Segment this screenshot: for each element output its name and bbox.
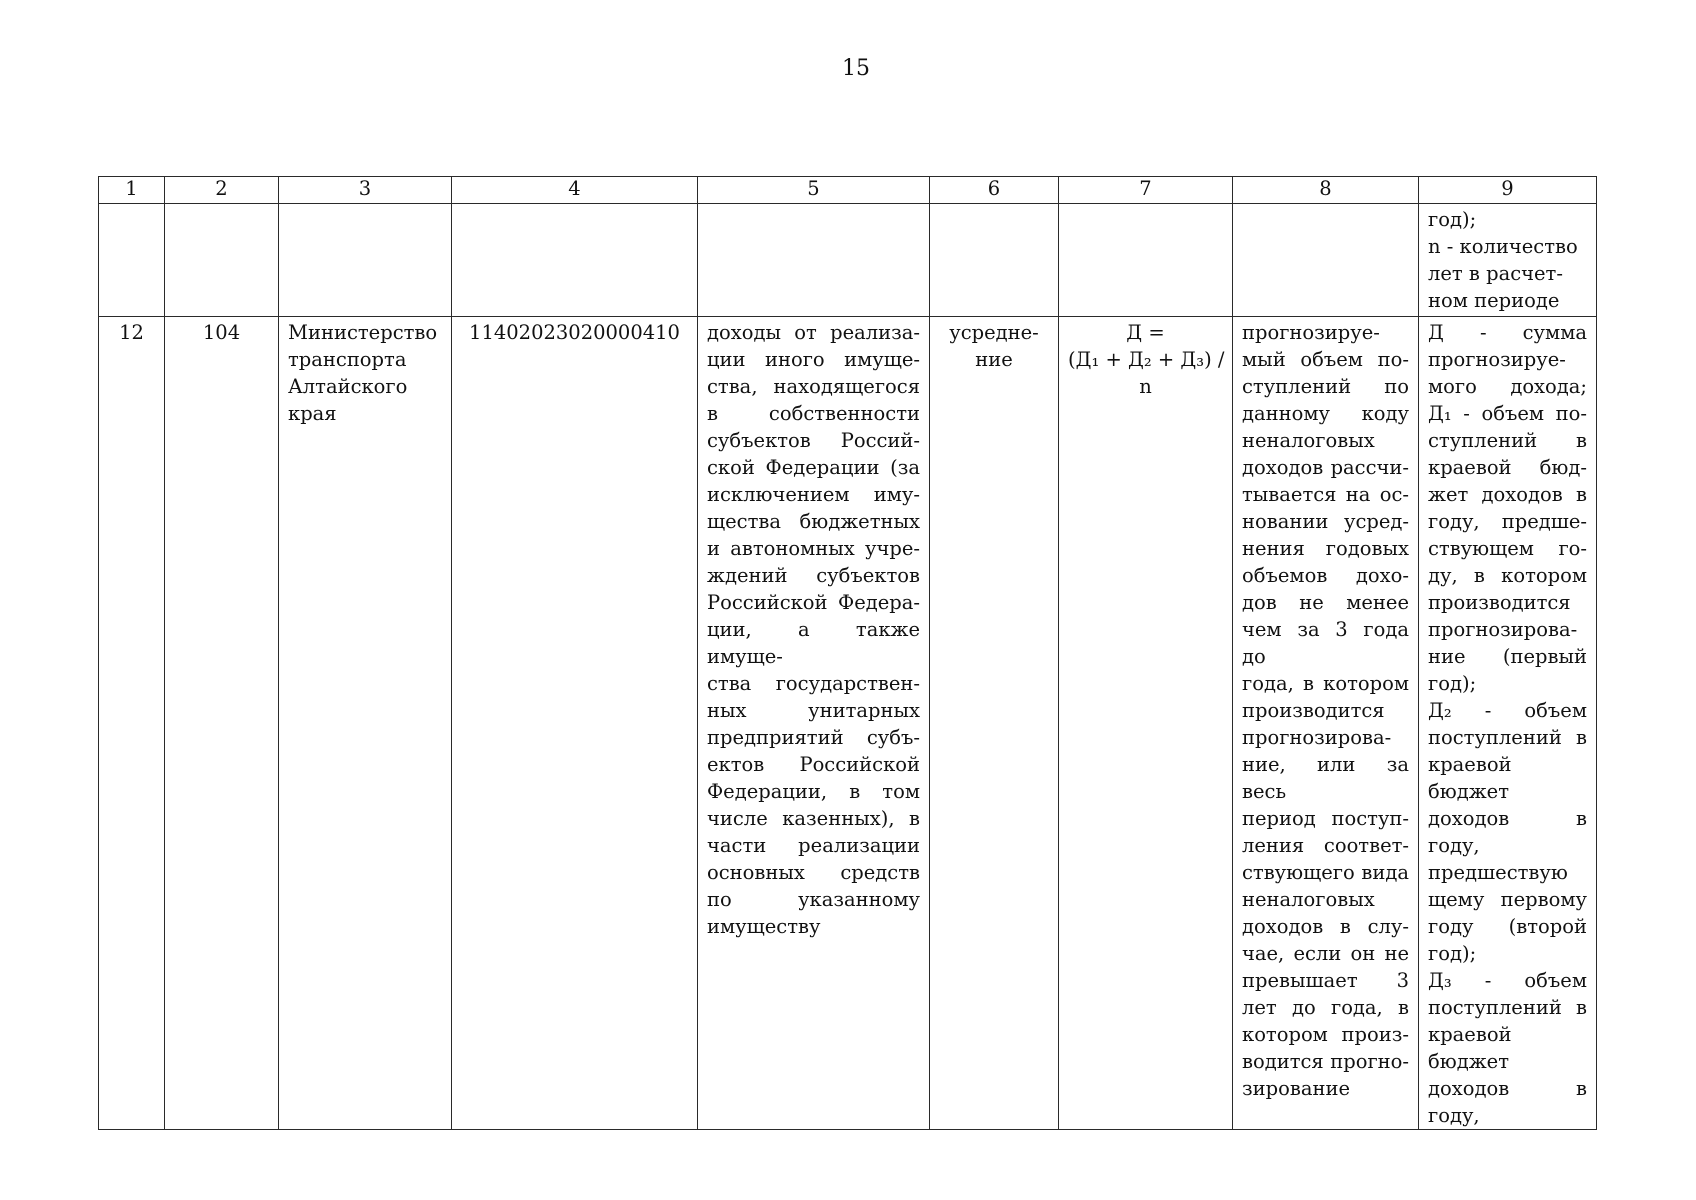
header-cell: 5 — [698, 177, 930, 204]
cell-text-line: ции, а также имуще- — [707, 618, 920, 668]
cell-text-line: ства, находящегося — [707, 375, 920, 398]
cell-text-line: субъектов Россий- — [707, 429, 920, 452]
description-cell — [1419, 317, 1597, 1130]
cell-text-line: тывается на ос- — [1242, 483, 1409, 506]
admin-code-cell: 104 — [165, 317, 279, 1130]
empty-cell — [930, 204, 1059, 317]
cell-text-line: ствующем го- — [1428, 537, 1587, 560]
cell-text-line: Д₁ - объем по- — [1428, 402, 1587, 425]
cell-text-line: бюджет — [1428, 780, 1509, 803]
formula-cell — [1059, 317, 1233, 1130]
empty-cell — [279, 204, 452, 317]
cell-text-line: жет доходов в — [1428, 483, 1587, 506]
cell-text-line: Российской Федера- — [707, 591, 920, 614]
cell-text-line: доходов в слу- — [1242, 915, 1409, 938]
continuation-row — [99, 204, 1597, 317]
empty-cell — [99, 204, 165, 317]
empty-cell — [165, 204, 279, 317]
cell-text-line: году, предше- — [1428, 510, 1587, 533]
cell-text-line: ступлений по — [1242, 375, 1409, 398]
cell-text-line: основных средств — [707, 861, 920, 884]
empty-cell — [1233, 204, 1419, 317]
cell-text-line: предшествую — [1428, 861, 1568, 884]
cell-text-line: исключением иму- — [707, 483, 920, 506]
cell-text-line: ных унитарных — [707, 699, 920, 722]
empty-cell — [452, 204, 698, 317]
kbk-code-cell: 11402023020000410 — [452, 317, 698, 1130]
cell-text-line: ствующего вида — [1242, 861, 1409, 884]
cell-text-line: края — [288, 402, 337, 425]
row-number-cell: 12 — [99, 317, 165, 1130]
algorithm-cell — [1233, 317, 1419, 1130]
cell-text-line: ние — [975, 348, 1013, 371]
header-cell: 1 — [99, 177, 165, 204]
cell-text-line: ние, или за весь — [1242, 753, 1409, 803]
cell-text-line: прогнозирова- — [1242, 726, 1392, 749]
cell-text-line: доходов в — [1428, 807, 1587, 830]
cell-text-line: году, — [1428, 1104, 1480, 1127]
empty-cell — [1059, 204, 1233, 317]
cell-text-line: объемов дохо- — [1242, 564, 1409, 587]
cell-text-line: лет до года, в — [1242, 996, 1409, 1019]
cell-text-line: нения годовых — [1242, 537, 1409, 560]
cell-text-line: ном периоде — [1428, 289, 1560, 312]
header-cell: 3 — [279, 177, 452, 204]
cell-text-line: ции иного имуще- — [707, 348, 920, 371]
cell-text-line: поступлений в — [1428, 726, 1587, 749]
cell-text-line: мый объем по- — [1242, 348, 1409, 371]
cell-text-line: краевой бюд- — [1428, 456, 1587, 479]
cell-text-line: Алтайского — [288, 375, 408, 398]
cell-text-line: и автономных учре- — [707, 537, 920, 560]
cell-text-line: году (второй — [1428, 915, 1587, 938]
cell-text-line: краевой — [1428, 753, 1512, 776]
income-name-cell — [698, 317, 930, 1130]
cell-text-line: Д = — [1126, 321, 1165, 344]
header-cell: 4 — [452, 177, 698, 204]
cell-text-line: производится — [1242, 699, 1385, 722]
cell-text-line: период поступ- — [1242, 807, 1409, 830]
table-row — [99, 317, 1597, 1130]
cell-text-line: доходов рассчи- — [1242, 456, 1409, 479]
cell-text-line: зирование — [1242, 1077, 1350, 1100]
cell-text-line: мого дохода; — [1428, 375, 1587, 398]
cell-text-line: Федерации, в том — [707, 780, 920, 803]
cell-text-line: транспорта — [288, 348, 407, 371]
cell-text-line: прогнозирова- — [1428, 618, 1578, 641]
header-cell: 8 — [1233, 177, 1419, 204]
cell-text-line: усредне- — [949, 321, 1039, 344]
cell-text-line: ства государствен- — [707, 672, 920, 695]
cell-text-line: в собственности — [707, 402, 920, 425]
header-cell: 9 — [1419, 177, 1597, 204]
cell-text-line: краевой — [1428, 1023, 1512, 1046]
cell-text-line: ние (первый — [1428, 645, 1587, 668]
cell-text-line: год); — [1428, 672, 1477, 695]
page-number: 15 — [842, 56, 870, 81]
cell-text-line: ской Федерации (за — [707, 456, 920, 479]
cell-text-line: щему первому — [1428, 888, 1587, 911]
cell-text-line: прогнозируе- — [1242, 321, 1380, 344]
cell-text-line: год); — [1428, 942, 1477, 965]
header-row — [99, 177, 1597, 204]
cell-text-line: n - количество — [1428, 235, 1578, 258]
cell-text-line: поступлений в — [1428, 996, 1587, 1019]
cell-text-line: Д - сумма — [1428, 321, 1587, 344]
cell-text-line: года, в котором — [1242, 672, 1409, 695]
cell-text-line: бюджет — [1428, 1050, 1509, 1073]
cell-text-line: ектов Российской — [707, 753, 920, 776]
cell-text-line: производится — [1428, 591, 1571, 614]
cell-text-line: год); — [1428, 208, 1477, 231]
cell-text-line: новании усред- — [1242, 510, 1409, 533]
cell-text-line: дов не менее — [1242, 591, 1409, 614]
cell-text-line: щества бюджетных — [707, 510, 920, 533]
empty-cell — [698, 204, 930, 317]
cell-text-line: числе казенных), в — [707, 807, 920, 830]
cell-text-line: ду, в котором — [1428, 564, 1587, 587]
cell-text-line: Министерство — [288, 321, 438, 344]
cell-text-line: доходов в — [1428, 1077, 1587, 1100]
cell-text-line: неналоговых — [1242, 888, 1375, 911]
cell-text-line: водится прогно- — [1242, 1050, 1409, 1073]
cell-text-line: данному коду — [1242, 402, 1409, 425]
cell-text-line: лет в расчет- — [1428, 262, 1563, 285]
cell-text-line: котором произ- — [1242, 1023, 1409, 1046]
cell-text-line: Д₃ - объем — [1428, 969, 1587, 992]
cell-text-line: ступлений в — [1428, 429, 1587, 452]
header-cell: 7 — [1059, 177, 1233, 204]
cell-text-line: по указанному — [707, 888, 920, 911]
continuation-description-cell — [1419, 204, 1597, 317]
cell-text-line: ления соответ- — [1242, 834, 1409, 857]
cell-text-line: чае, если он не — [1242, 942, 1409, 965]
revenue-forecast-table — [98, 176, 1597, 1130]
cell-text-line: ждений субъектов — [707, 564, 920, 587]
header-cell: 2 — [165, 177, 279, 204]
cell-text-line: Д₂ - объем — [1428, 699, 1587, 722]
cell-text-line: имуществу — [707, 915, 821, 938]
cell-text-line: неналоговых — [1242, 429, 1375, 452]
cell-text-line: n — [1139, 375, 1152, 398]
cell-text-line: чем за 3 года до — [1242, 618, 1409, 668]
cell-text-line: превышает 3 — [1242, 969, 1409, 992]
cell-text-line: году, — [1428, 834, 1480, 857]
cell-text-line: предприятий субъ- — [707, 726, 920, 749]
cell-text-line: части реализации — [707, 834, 920, 857]
method-cell — [930, 317, 1059, 1130]
cell-text-line: прогнозируе- — [1428, 348, 1566, 371]
header-cell: 6 — [930, 177, 1059, 204]
cell-text-line: (Д₁ + Д₂ + Д₃) / — [1068, 348, 1225, 371]
admin-name-cell — [279, 317, 452, 1130]
cell-text-line: доходы от реализа- — [707, 321, 920, 344]
